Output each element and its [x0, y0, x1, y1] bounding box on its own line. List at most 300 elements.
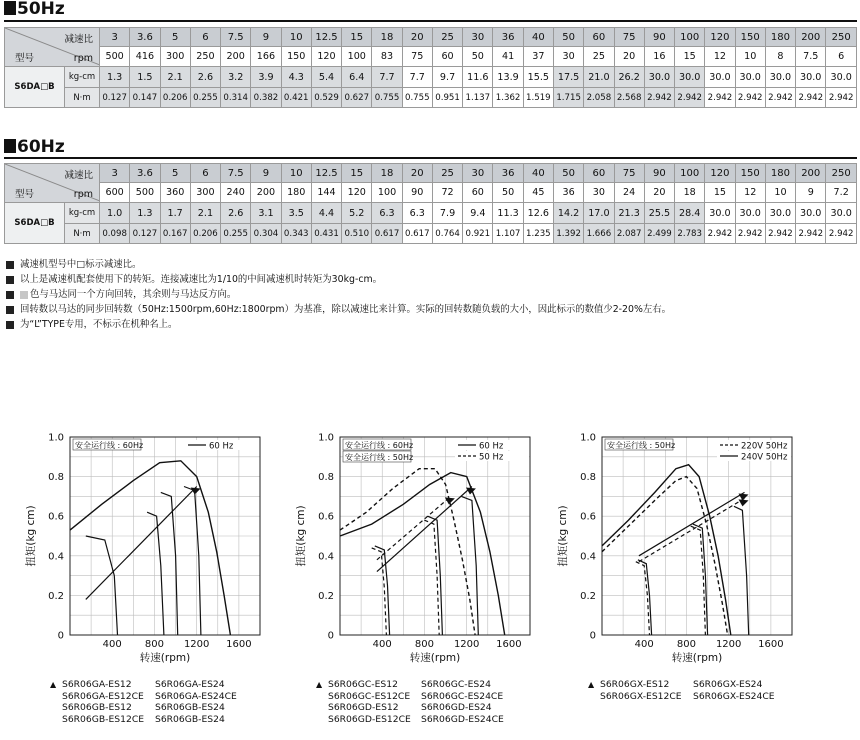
- gray-square-icon: [20, 291, 28, 299]
- ratio-cell: 150: [735, 28, 765, 47]
- y-axis-label: 扭矩(kg cm): [25, 505, 37, 567]
- x-tick-label: 800: [676, 639, 696, 650]
- torque-cell: 2.942: [796, 88, 826, 108]
- ratio-cell: 10: [281, 28, 311, 47]
- rpm-cell: 166: [251, 47, 281, 67]
- rpm-cell: 150: [281, 47, 311, 67]
- model-number: S6R06GC-ES12CE: [328, 690, 411, 702]
- model-row: [316, 714, 504, 726]
- rpm-cell: 500: [130, 183, 160, 203]
- torque-cell: 3.5: [281, 203, 311, 224]
- torque-cell: 0.314: [221, 88, 251, 108]
- unit-label: kg-cm: [65, 203, 100, 224]
- rpm-cell: 600: [100, 183, 130, 203]
- rpm-cell: 50: [493, 183, 523, 203]
- speed-drop-curve: [734, 506, 749, 635]
- rpm-cell: 45: [523, 183, 553, 203]
- model-row: [50, 679, 237, 691]
- torque-cell: 3.9: [251, 67, 281, 88]
- model-number: S6R06GB-ES12: [62, 702, 132, 713]
- note-text: 减速机型号中□标示减速比。: [20, 259, 142, 270]
- torque-cell: 0.127: [130, 224, 160, 244]
- x-tick-label: 1600: [758, 639, 784, 650]
- torque-cell: 30.0: [705, 67, 735, 88]
- ratio-cell: 90: [644, 164, 674, 183]
- ratio-cell: 50: [553, 28, 583, 47]
- torque-cell: 2.6: [190, 67, 220, 88]
- ratio-cell: 3: [100, 164, 130, 183]
- note-item: [6, 302, 671, 317]
- ratio-cell: 18: [372, 164, 402, 183]
- rpm-cell: 200: [251, 183, 281, 203]
- table-title-text: 50Hz: [17, 0, 65, 19]
- y-tick-label: 0.6: [580, 511, 596, 523]
- ratio-cell: 100: [675, 28, 705, 47]
- x-tick-label: 1200: [715, 639, 742, 650]
- ratio-cell: 12.5: [311, 28, 341, 47]
- torque-cell: 21.3: [614, 203, 644, 224]
- torque-cell: 1.362: [493, 88, 523, 108]
- x-tick-label: 800: [144, 639, 164, 650]
- torque-cell: 0.304: [251, 224, 281, 244]
- y-tick-label: 0.6: [318, 511, 334, 523]
- rpm-cell: 24: [614, 183, 644, 203]
- model-row: [50, 702, 237, 714]
- torque-cell: 21.0: [584, 67, 614, 88]
- rpm-cell: 100: [342, 47, 372, 67]
- torque-cell: 2.942: [796, 224, 826, 244]
- rpm-cell: 360: [160, 183, 190, 203]
- torque-cell: 2.942: [735, 224, 765, 244]
- torque-cell: 0.431: [311, 224, 341, 244]
- torque-cell: 0.382: [251, 88, 281, 108]
- torque-cell: 5.2: [342, 203, 372, 224]
- ratio-cell: 15: [342, 164, 372, 183]
- unit-label: N·m: [65, 224, 100, 244]
- torque-cell: 0.206: [160, 88, 190, 108]
- speed-drop-curve: [184, 487, 201, 636]
- y-tick-label: 1.0: [48, 432, 64, 444]
- torque-cell: 1.5: [130, 67, 160, 88]
- rpm-cell: 72: [432, 183, 462, 203]
- ratio-cell: 200: [796, 164, 826, 183]
- ratio-cell: 90: [644, 28, 674, 47]
- torque-cell: 17.5: [553, 67, 583, 88]
- torque-cell: 28.4: [675, 203, 705, 224]
- model-number: S6R06GD-ES24CE: [421, 713, 504, 725]
- torque-cell: 1.3: [100, 67, 130, 88]
- ratio-cell: 60: [584, 164, 614, 183]
- note-item: [6, 287, 671, 302]
- torque-cell: 2.058: [584, 88, 614, 108]
- torque-cell: 2.942: [735, 88, 765, 108]
- y-axis-label: 扭矩(kg cm): [295, 505, 307, 567]
- nm-row: [5, 224, 857, 244]
- y-tick-label: 0.2: [580, 590, 596, 602]
- rpm-cell: 8: [765, 47, 795, 67]
- ratio-cell: 60: [584, 28, 614, 47]
- ratio-cell: 36: [493, 28, 523, 47]
- ratio-cell: 40: [523, 28, 553, 47]
- model-number: S6R06GA-ES24: [155, 679, 225, 690]
- torque-cell: 2.942: [705, 88, 735, 108]
- model-number: S6R06GD-ES12CE: [328, 713, 411, 725]
- model-list: [50, 679, 237, 725]
- torque-cell: 0.921: [463, 224, 493, 244]
- ratio-cell: 75: [614, 164, 644, 183]
- bullet-square-icon: [6, 306, 14, 314]
- arrow-head-icon: [739, 499, 749, 506]
- rpm-row: [5, 183, 857, 203]
- ratio-cell: 150: [735, 164, 765, 183]
- torque-cell: 30.0: [735, 67, 765, 88]
- torque-cell: 3.2: [221, 67, 251, 88]
- model-row: [588, 679, 775, 691]
- bullet-square-icon: [6, 291, 14, 299]
- rpm-cell: 500: [100, 47, 130, 67]
- torque-cell: 1.7: [160, 203, 190, 224]
- note-item: [6, 257, 671, 272]
- torque-cell: 12.6: [523, 203, 553, 224]
- speed-drop-curve: [147, 512, 164, 635]
- model-row: [50, 714, 237, 726]
- torque-cell: 0.147: [130, 88, 160, 108]
- model-name: S6DA□B: [5, 67, 65, 108]
- nm-row: [5, 88, 857, 108]
- torque-cell: 1.137: [463, 88, 493, 108]
- model-row: [588, 691, 775, 703]
- torque-cell: 1.666: [584, 224, 614, 244]
- rpm-cell: 120: [342, 183, 372, 203]
- rpm-cell: 250: [190, 47, 220, 67]
- ratio-cell: 75: [614, 28, 644, 47]
- y-tick-label: 1.0: [580, 432, 596, 444]
- torque-curve: [340, 473, 505, 635]
- rpm-cell: 15: [675, 47, 705, 67]
- model-header-label: 型号: [15, 53, 35, 64]
- ratio-row: [5, 164, 857, 183]
- model-row: [316, 679, 504, 691]
- x-tick-label: 400: [102, 639, 122, 650]
- ratio-cell: 20: [402, 28, 432, 47]
- torque-curve: [70, 461, 230, 635]
- title-square-icon: [4, 139, 16, 153]
- bullet-square-icon: [6, 276, 14, 284]
- torque-cell: 15.5: [523, 67, 553, 88]
- y-tick-label: 0.4: [318, 551, 334, 563]
- rpm-row: [5, 47, 857, 67]
- ratio-cell: 18: [372, 28, 402, 47]
- y-axis-label: 扭矩(kg cm): [557, 505, 569, 567]
- torque-cell: 30.0: [705, 203, 735, 224]
- speed-drop-curve: [86, 536, 118, 635]
- safe-operation-line: [377, 496, 451, 559]
- model-row: [50, 691, 237, 703]
- speed-drop-curve: [424, 520, 439, 635]
- rpm-cell: 41: [493, 47, 523, 67]
- ratio-cell: 5: [160, 164, 190, 183]
- model-number: S6R06GX-ES12CE: [600, 690, 682, 702]
- model-list: [588, 679, 775, 702]
- x-tick-label: 1200: [183, 639, 210, 650]
- torque-cell: 3.1: [251, 203, 281, 224]
- x-axis-label: 转速(rpm): [671, 652, 723, 664]
- y-tick-label: 0.4: [580, 551, 596, 563]
- model-number: S6R06GX-ES12: [600, 679, 670, 690]
- annotation-label: 安全运行线 : 50Hz: [345, 453, 414, 462]
- torque-cell: 1.392: [553, 224, 583, 244]
- ratio-cell: 36: [493, 164, 523, 183]
- torque-chart-svg: [552, 425, 802, 670]
- divider: [4, 20, 857, 22]
- legend-label: 240V 50Hz: [741, 452, 788, 463]
- torque-cell: 1.519: [523, 88, 553, 108]
- torque-cell: 2.942: [644, 88, 674, 108]
- spec-table-50hz: [4, 27, 857, 108]
- torque-cell: 2.942: [765, 224, 795, 244]
- table-title-50hz: [4, 0, 65, 18]
- model-number: S6R06GX-ES24CE: [693, 690, 775, 702]
- rpm-cell: 30: [584, 183, 614, 203]
- y-tick-label: 0.2: [318, 590, 334, 602]
- ratio-cell: 30: [463, 164, 493, 183]
- torque-cell: 2.568: [614, 88, 644, 108]
- torque-cell: 7.7: [402, 67, 432, 88]
- ratio-cell: 180: [765, 28, 795, 47]
- rpm-cell: 36: [553, 183, 583, 203]
- model-number: S6R06GD-ES12: [328, 702, 399, 713]
- torque-cell: 2.942: [675, 88, 705, 108]
- torque-cell: 9.4: [463, 203, 493, 224]
- rpm-cell: 37: [523, 47, 553, 67]
- rpm-cell: 90: [402, 183, 432, 203]
- torque-cell: 0.510: [342, 224, 372, 244]
- rpm-cell: 120: [311, 47, 341, 67]
- header-corner: [5, 28, 100, 67]
- y-tick-label: 0.8: [580, 472, 596, 484]
- rpm-header-label: rpm: [73, 53, 93, 64]
- ratio-cell: 25: [432, 164, 462, 183]
- ratio-header-label: 减速比: [64, 34, 93, 45]
- torque-cell: 30.0: [826, 67, 857, 88]
- torque-chart-gx: [552, 425, 802, 674]
- model-number: S6R06GC-ES24: [421, 679, 491, 690]
- torque-cell: 0.255: [221, 224, 251, 244]
- torque-chart-svg: [20, 425, 270, 670]
- ratio-cell: 120: [705, 28, 735, 47]
- torque-cell: 30.0: [765, 67, 795, 88]
- torque-cell: 0.421: [281, 88, 311, 108]
- ratio-cell: 250: [826, 28, 857, 47]
- torque-cell: 0.167: [160, 224, 190, 244]
- torque-cell: 30.0: [765, 203, 795, 224]
- triangle-marker-icon: ▲: [50, 680, 57, 689]
- rpm-cell: 50: [463, 47, 493, 67]
- rpm-cell: 60: [432, 47, 462, 67]
- bullet-square-icon: [6, 261, 14, 269]
- ratio-cell: 9: [251, 28, 281, 47]
- ratio-cell: 15: [342, 28, 372, 47]
- model-number: S6R06GA-ES12CE: [62, 690, 144, 702]
- x-tick-label: 800: [414, 639, 434, 650]
- model-number: S6R06GA-ES24CE: [155, 690, 237, 702]
- model-row: [316, 691, 504, 703]
- kgcm-row: [5, 203, 857, 224]
- rpm-cell: 144: [311, 183, 341, 203]
- torque-cell: 0.206: [190, 224, 220, 244]
- model-header-label: 型号: [15, 189, 35, 200]
- y-tick-label: 0: [589, 630, 596, 642]
- model-number: S6R06GA-ES12: [62, 679, 132, 690]
- rpm-cell: 300: [190, 183, 220, 203]
- legend-label: 60 Hz: [479, 441, 504, 452]
- ratio-header-label: 减速比: [64, 170, 93, 181]
- spec-table-60hz: [4, 163, 857, 244]
- y-tick-label: 0.2: [48, 590, 64, 602]
- torque-cell: 0.617: [372, 224, 402, 244]
- rpm-cell: 180: [281, 183, 311, 203]
- ratio-cell: 3.6: [130, 28, 160, 47]
- ratio-cell: 120: [705, 164, 735, 183]
- rpm-cell: 9: [796, 183, 826, 203]
- torque-cell: 13.9: [493, 67, 523, 88]
- ratio-cell: 6: [190, 28, 220, 47]
- torque-cell: 2.1: [190, 203, 220, 224]
- rpm-cell: 20: [614, 47, 644, 67]
- torque-cell: 1.107: [493, 224, 523, 244]
- bullet-square-icon: [6, 321, 14, 329]
- y-tick-label: 0: [327, 630, 334, 642]
- ratio-cell: 40: [523, 164, 553, 183]
- ratio-cell: 100: [675, 164, 705, 183]
- torque-cell: 30.0: [796, 203, 826, 224]
- ratio-cell: 250: [826, 164, 857, 183]
- torque-cell: 0.764: [432, 224, 462, 244]
- y-tick-label: 0.4: [48, 551, 64, 563]
- ratio-cell: 200: [796, 28, 826, 47]
- torque-cell: 1.235: [523, 224, 553, 244]
- model-number: S6R06GC-ES24CE: [421, 690, 504, 702]
- torque-cell: 2.6: [221, 203, 251, 224]
- torque-cell: 0.127: [100, 88, 130, 108]
- torque-cell: 11.3: [493, 203, 523, 224]
- ratio-cell: 30: [463, 28, 493, 47]
- table-title-text: 60Hz: [17, 137, 65, 157]
- rpm-cell: 240: [221, 183, 251, 203]
- y-tick-label: 0.8: [318, 472, 334, 484]
- torque-cell: 26.2: [614, 67, 644, 88]
- model-number: S6R06GD-ES24: [421, 702, 492, 713]
- torque-cell: 6.3: [402, 203, 432, 224]
- title-square-icon: [4, 1, 16, 15]
- model-number: S6R06GB-ES24: [155, 713, 225, 725]
- torque-cell: 30.0: [675, 67, 705, 88]
- rpm-cell: 6: [826, 47, 857, 67]
- rpm-cell: 7.5: [796, 47, 826, 67]
- torque-cell: 0.951: [432, 88, 462, 108]
- rpm-cell: 25: [584, 47, 614, 67]
- x-tick-label: 1600: [226, 639, 252, 650]
- y-tick-label: 0: [57, 630, 64, 642]
- rpm-cell: 100: [372, 183, 402, 203]
- rpm-cell: 83: [372, 47, 402, 67]
- torque-curve: [340, 469, 475, 635]
- torque-cell: 6.4: [342, 67, 372, 88]
- torque-cell: 7.7: [372, 67, 402, 88]
- torque-cell: 0.627: [342, 88, 372, 108]
- torque-cell: 2.1: [160, 67, 190, 88]
- rpm-cell: 300: [160, 47, 190, 67]
- torque-chart-svg: [290, 425, 540, 670]
- rpm-cell: 12: [735, 183, 765, 203]
- ratio-cell: 12.5: [311, 164, 341, 183]
- torque-cell: 0.529: [311, 88, 341, 108]
- rpm-header-label: rpm: [73, 189, 93, 200]
- triangle-marker-icon: ▲: [588, 680, 595, 689]
- torque-cell: 2.499: [644, 224, 674, 244]
- x-tick-label: 1200: [453, 639, 480, 650]
- torque-cell: 1.0: [100, 203, 130, 224]
- divider: [4, 157, 857, 159]
- torque-cell: 0.098: [100, 224, 130, 244]
- legend-label: 220V 50Hz: [741, 441, 788, 452]
- torque-cell: 2.087: [614, 224, 644, 244]
- rpm-cell: 12: [705, 47, 735, 67]
- torque-cell: 4.3: [281, 67, 311, 88]
- torque-chart-gc-gd: [290, 425, 540, 674]
- annotation-label: 安全运行线 : 50Hz: [607, 441, 676, 450]
- ratio-cell: 50: [553, 164, 583, 183]
- ratio-cell: 7.5: [221, 164, 251, 183]
- annotation-label: 安全运行线 : 60Hz: [345, 441, 414, 450]
- rpm-cell: 200: [221, 47, 251, 67]
- torque-cell: 17.0: [584, 203, 614, 224]
- rpm-cell: 30: [553, 47, 583, 67]
- torque-cell: 7.9: [432, 203, 462, 224]
- rpm-cell: 16: [644, 47, 674, 67]
- model-number: S6R06GX-ES24: [693, 679, 763, 690]
- speed-drop-curve: [372, 548, 387, 635]
- note-text: 回转数以马达的同步回转数（50Hz:1500rpm,60Hz:1800rpm）为基准，除以减速比来计算。实际的回转数随负载的大小，因此标示的数值少2-20%左右。: [20, 304, 672, 315]
- rpm-cell: 15: [705, 183, 735, 203]
- ratio-cell: 9: [251, 164, 281, 183]
- torque-cell: 14.2: [553, 203, 583, 224]
- legend-label: 50 Hz: [479, 452, 504, 463]
- header-corner: [5, 164, 100, 203]
- model-number: S6R06GB-ES12CE: [62, 713, 145, 725]
- ratio-cell: 180: [765, 164, 795, 183]
- torque-cell: 4.4: [311, 203, 341, 224]
- ratio-cell: 7.5: [221, 28, 251, 47]
- torque-cell: 5.4: [311, 67, 341, 88]
- model-number: S6R06GB-ES24: [155, 702, 225, 713]
- kgcm-row: [5, 67, 857, 88]
- x-tick-label: 400: [372, 639, 392, 650]
- ratio-cell: 25: [432, 28, 462, 47]
- torque-cell: 9.7: [432, 67, 462, 88]
- torque-cell: 0.755: [372, 88, 402, 108]
- torque-cell: 0.255: [190, 88, 220, 108]
- note-item: [6, 317, 671, 332]
- model-row: [316, 702, 504, 714]
- ratio-cell: 20: [402, 164, 432, 183]
- rpm-cell: 20: [644, 183, 674, 203]
- rpm-cell: 416: [130, 47, 160, 67]
- note-text: 色与马达同一个方向回转，其余则与马达反方向。: [30, 289, 237, 300]
- x-tick-label: 400: [634, 639, 654, 650]
- ratio-row: [5, 28, 857, 47]
- table-title-60hz: [4, 138, 65, 156]
